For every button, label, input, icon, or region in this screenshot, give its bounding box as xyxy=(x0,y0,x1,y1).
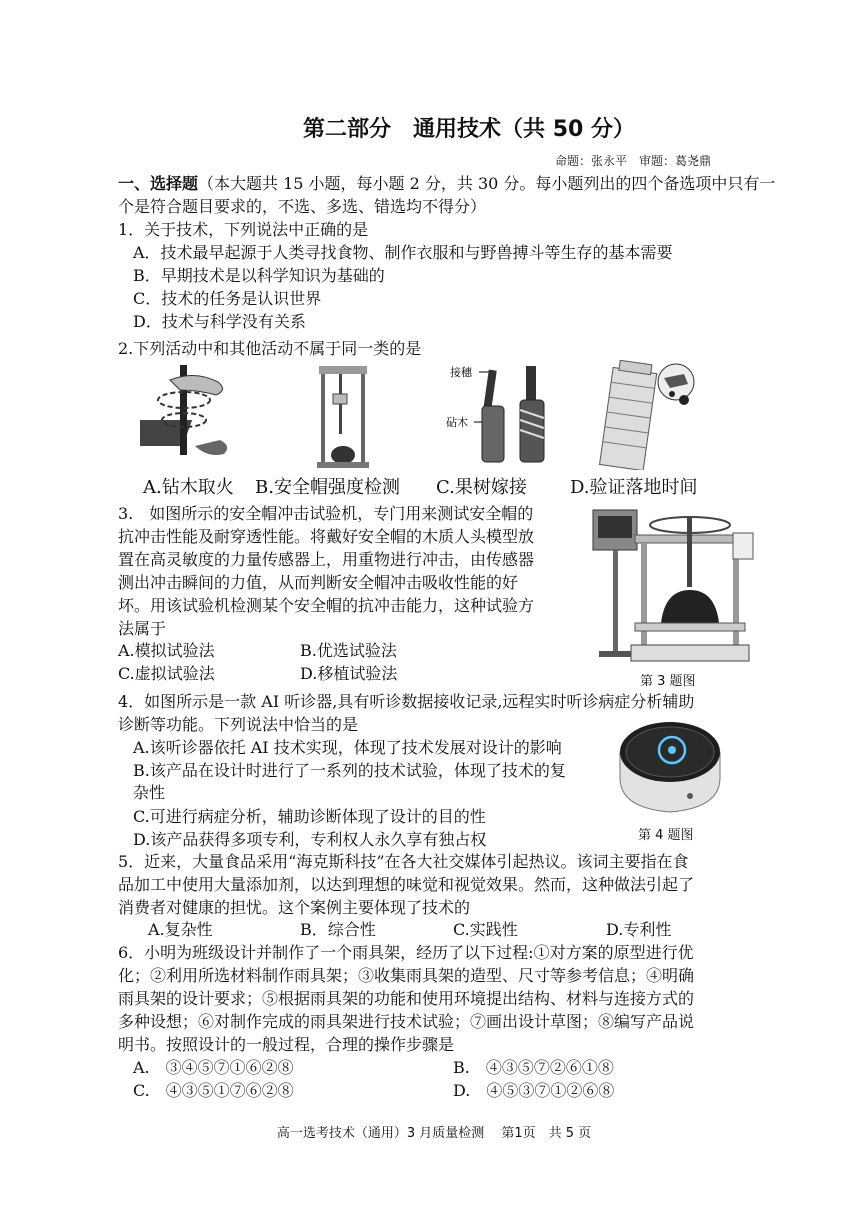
q3-line-1: 3. 如图所示的安全帽冲击试验机，专门用来测试安全帽的 xyxy=(118,504,534,523)
q1-option-a: A．技术最早起源于人类寻找食物、制作衣服和与野兽搏斗等生存的基本需要 xyxy=(133,243,673,262)
q5-line-1: 5．近来，大量食品采用“海克斯科技”在各大社交媒体引起热议。该词主要指在食 xyxy=(118,852,689,871)
q3-line-2: 抗冲击性能及耐穿透性能。将戴好安全帽的木质人头模型放 xyxy=(118,527,535,546)
q3-line-3: 置在高灵敏度的力量传感器上，用重物进行冲击，由传感器 xyxy=(118,550,535,569)
q4-line-1: 4．如图所示是一款 AI 听诊器,具有听诊数据接收记录,远程实时听诊病症分析辅助 xyxy=(118,692,695,711)
author-credit: 命题：张永平 审题：葛尧鼎 xyxy=(555,154,712,168)
q5-option-b: B．综合性 xyxy=(300,920,376,939)
q1-option-d: D．技术与科学没有关系 xyxy=(133,312,306,331)
q4-option-a: A.该听诊器依托 AI 技术实现，体现了技术发展对设计的影响 xyxy=(133,738,562,757)
q6-line-1: 6．小明为班级设计并制作了一个雨具架，经历了以下过程:①对方案的原型进行优 xyxy=(118,943,694,962)
q6-line-2: 化；②利用所选材料制作雨具架；③收集雨具架的造型、尺寸等参考信息；④明确 xyxy=(118,966,695,985)
q6-line-3: 雨具架的设计要求；⑤根据雨具架的功能和使用环境提出结构、材料与连接方式的 xyxy=(118,989,695,1008)
page-title: 第二部分 通用技术（共 50 分） xyxy=(303,117,635,142)
q4-option-c: C.可进行病症分析，辅助诊断体现了设计的目的性 xyxy=(133,807,486,826)
q4-option-b: B.该产品在设计时进行了一系列的技术试验，体现了技术的复 xyxy=(133,761,566,780)
q5-line-3: 消费者对健康的担忧。这个案例主要体现了技术的 xyxy=(118,898,471,917)
q2-caption-d: D.验证落地时间 xyxy=(570,477,698,498)
q3-option-a: A.模拟试验法 xyxy=(118,641,215,660)
q3-line-5: 坏。用该试验机检测某个安全帽的抗冲击能力，这种试验方 xyxy=(118,596,535,615)
q1-option-b: B．早期技术是以科学知识为基础的 xyxy=(133,266,385,285)
q5-option-a: A.复杂性 xyxy=(148,920,213,939)
section-label: 一、选择题 xyxy=(118,174,199,193)
q1-stem: 1．关于技术，下列说法中正确的是 xyxy=(118,220,369,239)
q3-line-6: 法属于 xyxy=(118,619,167,638)
q3-figure-caption: 第 3 题图 xyxy=(640,674,696,689)
scion-label: 接穗 xyxy=(450,366,472,379)
grafting-image xyxy=(446,360,556,470)
fire-drill-image xyxy=(140,360,240,470)
q1-option-c: C．技术的任务是认识世界 xyxy=(133,289,322,308)
section-intro-text: （本大题共 15 小题，每小题 2 分，共 30 分。每小题列出的四个备选项中只有一 xyxy=(198,174,776,193)
page-footer: 高一选考技术（通用）3 月质量检测 第1页 共 5 页 xyxy=(276,1126,592,1141)
q4-option-d: D.该产品获得多项专利，专利权人永久享有独占权 xyxy=(133,830,487,849)
q3-option-c: C.虚拟试验法 xyxy=(118,664,215,683)
section-intro-line2: 个是符合题目要求的，不选、多选、错选均不得分） xyxy=(118,197,487,216)
q3-option-d: D.移植试验法 xyxy=(300,664,398,683)
q6-option-d: D. ④⑤③⑦①②⑥⑧ xyxy=(453,1081,615,1100)
q2-caption-c: C.果树嫁接 xyxy=(436,477,527,498)
q6-option-c: C. ④③⑤①⑦⑥②⑧ xyxy=(133,1081,294,1100)
q5-option-d: D.专利性 xyxy=(606,920,672,939)
q5-line-2: 品加工中使用大量添加剂，以达到理想的味觉和视觉效果。然而，这种做法引起了 xyxy=(118,875,695,894)
q6-option-a: A. ③④⑤⑦①⑥②⑧ xyxy=(133,1058,294,1077)
q4-line-2: 诊断等功能。下列说法中恰当的是 xyxy=(118,715,359,734)
q5-option-c: C.实践性 xyxy=(453,920,518,939)
q2-stem: 2.下列活动中和其他活动不属于同一类的是 xyxy=(118,339,422,358)
q6-option-b: B. ④③⑤⑦②⑥①⑧ xyxy=(453,1058,614,1077)
q6-line-5: 明书。按照设计的一般过程，合理的操作步骤是 xyxy=(118,1035,455,1054)
q3-line-4: 测出冲击瞬间的力值，从而判断安全帽冲击吸收性能的好 xyxy=(118,573,519,592)
impact-tester-image xyxy=(585,505,760,667)
q3-option-b: B.优选试验法 xyxy=(300,641,397,660)
section-intro-line1 xyxy=(118,173,775,195)
rootstock-label: 砧木 xyxy=(446,416,468,429)
leaning-tower-image xyxy=(588,360,708,470)
q2-caption-b: B.安全帽强度检测 xyxy=(255,477,400,498)
ai-stethoscope-image xyxy=(612,714,728,818)
helmet-tester-image xyxy=(313,360,373,470)
q6-line-4: 多种设想；⑥对制作完成的雨具架进行技术试验；⑦画出设计草图；⑧编写产品说 xyxy=(118,1012,695,1031)
q4-option-b-cont: 杂性 xyxy=(133,783,166,802)
q4-figure-caption: 第 4 题图 xyxy=(638,828,694,843)
q2-caption-a: A.钻木取火 xyxy=(143,477,234,498)
